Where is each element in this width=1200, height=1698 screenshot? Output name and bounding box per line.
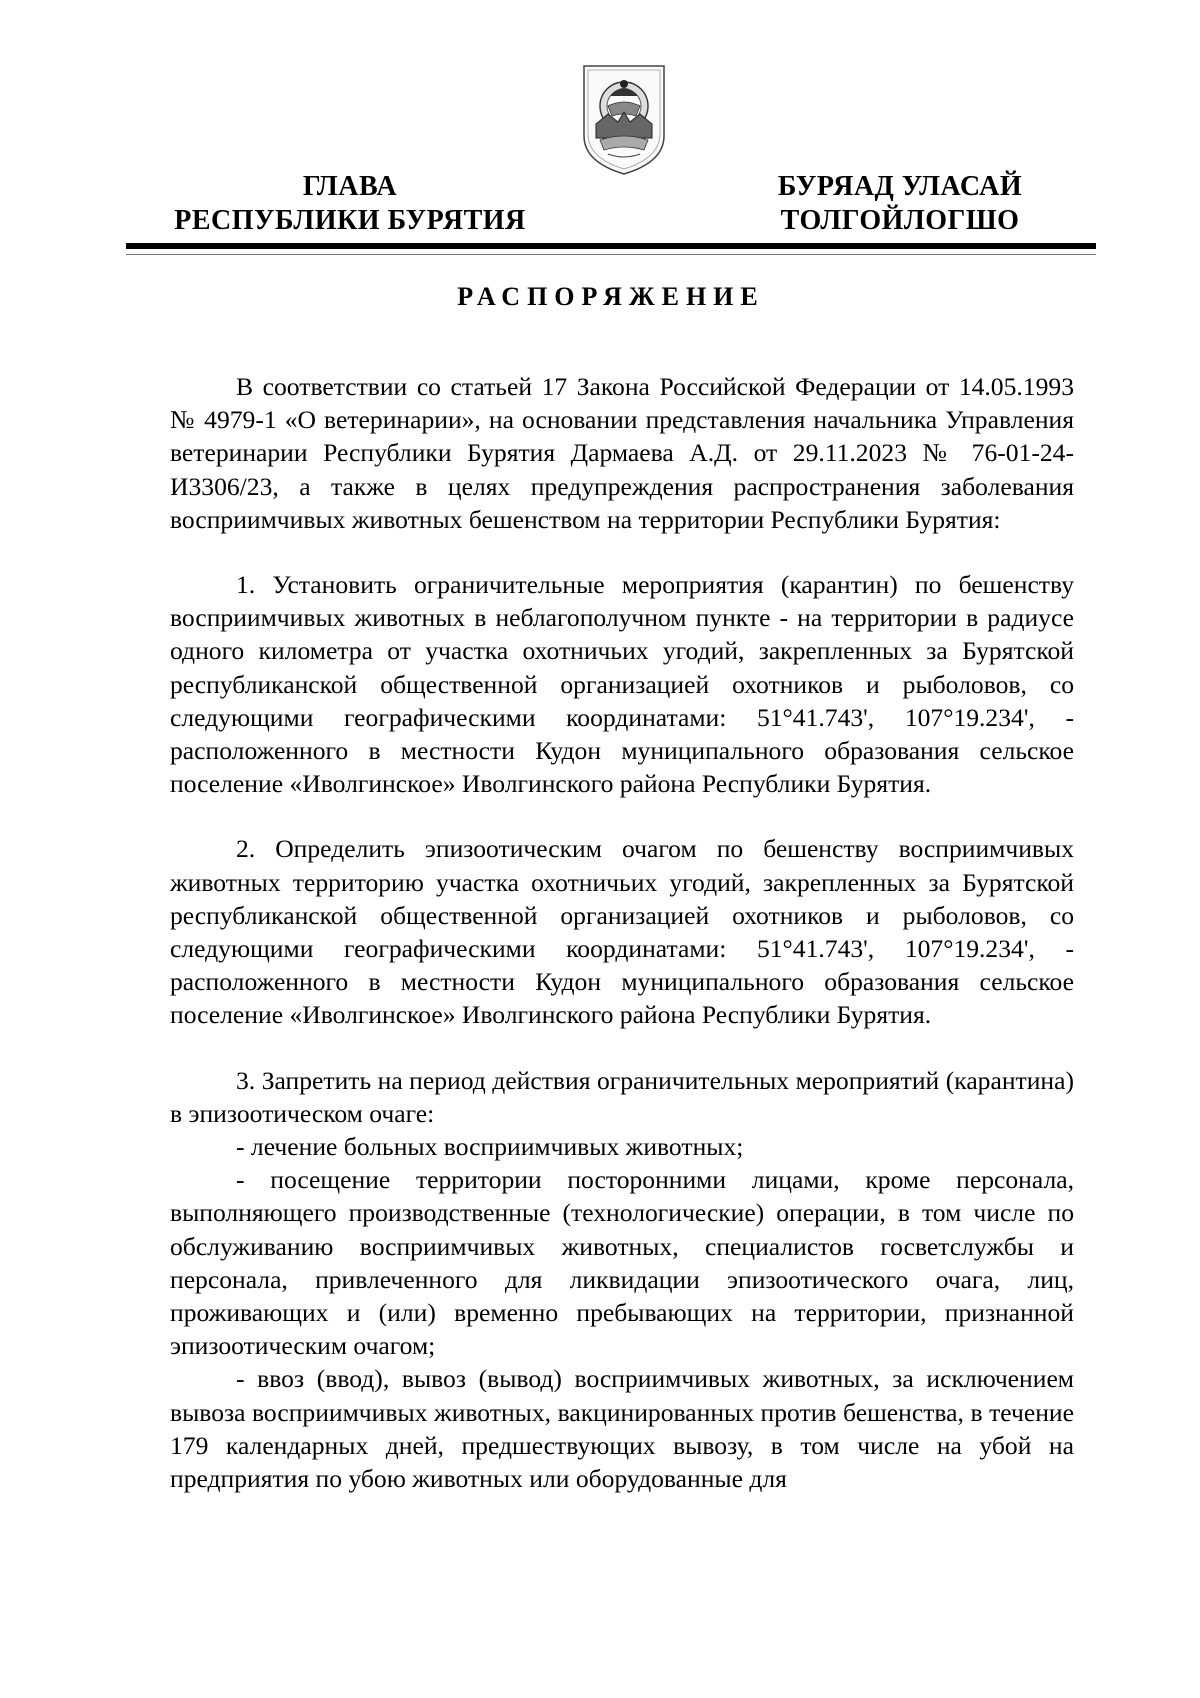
buryatia-coat-of-arms-icon	[578, 58, 670, 178]
item-3-paragraph: 3. Запретить на период действия ограничительных мероприятий (карантина) в эпизоотическом очаге:	[170, 1065, 1074, 1128]
item-1-paragraph: 1. Установить ограничительные мероприятия (карантин) по бешенству восприимчивых животных в неблагополучном пункте - на территории в радиусе одного километра от участка охотничьих угодий, закрепленных за Бурятской республиканской общественной организацией охотников и рыболовов, со следующими географическими координатами: 51°41.743', 107°19.234', - расположенного в местности Кудон муниципального образования сельское поселение «Иволгинское» Иволгинского района Республики Бурятия.	[170, 570, 1074, 799]
header-divider-thick	[126, 243, 1096, 249]
document-body	[170, 370, 1074, 1495]
item-3-subpoint-transport: - ввоз (ввод), вывоз (вывод) восприимчивых животных, за исключением вывоза восприимчивых животных, вакцинированных против бешенства, в течение 179 календарных дней, предшествующих вывозу, в том числе на убой на предприятия по убою животных или оборудованные для	[170, 1364, 1074, 1494]
preamble-paragraph: В соответствии со статьей 17 Закона Российской Федерации от 14.05.1993 № 4979-1 «О ветеринарии», на основании представления начальника Управления ветеринарии Республики Бурятия Дармаева А.Д. от 29.11.2023 № 76-01-24-И3306/23, а также в целях предупреждения распространения заболевания восприимчивых животных бешенством на территории Республики Бурятия:	[170, 372, 1074, 534]
header-right-line2: ТОЛГОЙЛОГШО	[780, 205, 1020, 236]
header-left	[150, 170, 550, 238]
header-left-line1: ГЛАВА	[302, 171, 398, 202]
item-2-paragraph: 2. Определить эпизоотическим очагом по бешенству восприимчивых животных территорию участка охотничьих угодий, закрепленных за Бурятской республиканской общественной организацией охотников и рыболовов, со следующими географическими координатами: 51°41.743', 107°19.234', - расположенного в местности Кудон муниципального образования сельское поселение «Иволгинское» Иволгинского района Республики Бурятия.	[170, 834, 1074, 1030]
document-title: РАСПОРЯЖЕНИЕ	[457, 282, 765, 311]
header-right-line1: БУРЯАД УЛАСАЙ	[777, 171, 1023, 202]
header-divider-thin	[126, 254, 1096, 255]
item-3-subpoint-treatment: - лечение больных восприимчивых животных;	[236, 1132, 744, 1162]
item-3-subpoint-visits: - посещение территории посторонними лицами, кроме персонала, выполняющего производственные (технологические) операции, в том числе по обслуживанию восприимчивых животных, специалистов госветслужбы и персонала, привлеченного для ликвидации эпизоотического очага, лиц, проживающих и (или) временно пребывающих на территории, признанной эпизоотическим очагом;	[170, 1165, 1074, 1361]
header-left-line2: РЕСПУБЛИКИ БУРЯТИЯ	[174, 205, 526, 236]
header-right	[700, 170, 1100, 238]
